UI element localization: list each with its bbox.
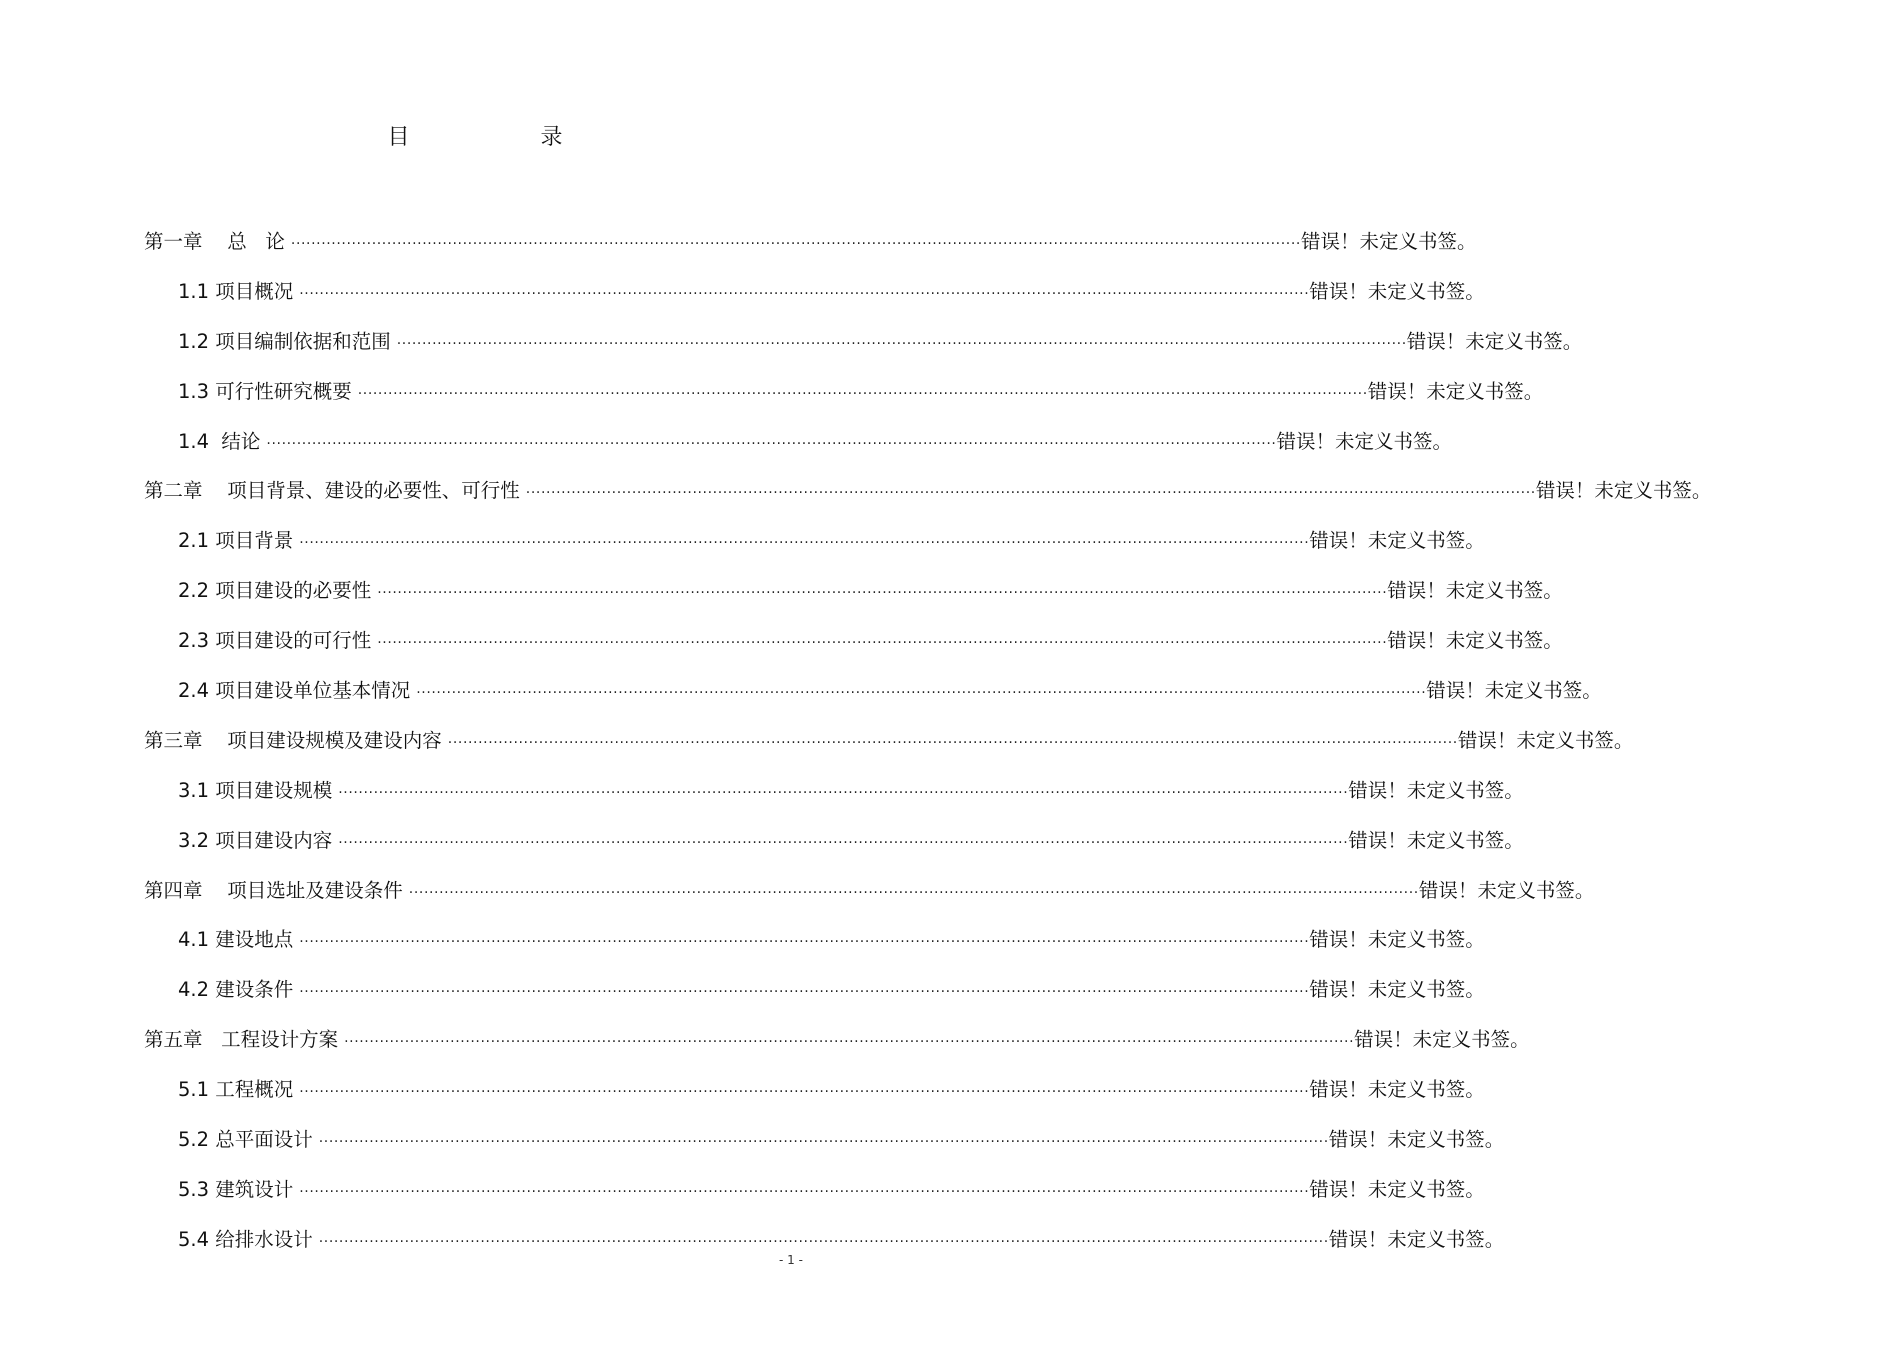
toc-entry-section-5-2[interactable] [0, 1113, 1505, 1163]
dot-leader: ........................................................................................................................................................................................................ [318, 1129, 1329, 1146]
dot-leader: ........................................................................................................................................................................................................ [318, 1229, 1329, 1246]
dot-leader: ........................................................................................................................................................................................................ [299, 281, 1310, 298]
toc-entry-page-ref: 错误！未定义书签。 [1328, 1127, 1505, 1151]
toc-entry-label: 4.1 建设地点 [178, 928, 294, 952]
toc-entry-chapter-4[interactable] [0, 864, 1595, 914]
toc-entry-page-ref: 错误！未定义书签。 [1354, 1028, 1530, 1052]
toc-entry-page-ref: 错误！未定义书签。 [1309, 1078, 1485, 1102]
toc-entry-section-1-2[interactable] [0, 315, 1583, 365]
toc-entry-page-ref: 错误！未定义书签。 [1309, 978, 1485, 1002]
toc-entry-page-ref: 错误！未定义书签。 [1426, 678, 1602, 702]
toc-entry-page-ref: 错误！未定义书签。 [1276, 429, 1452, 453]
dot-leader: ........................................................................................................................................................................................................ [447, 730, 1458, 747]
toc-entry-page-ref: 错误！未定义书签。 [1418, 878, 1595, 902]
toc-entry-page-ref: 错误！未定义书签。 [1387, 579, 1563, 603]
toc-entry-page-ref: 错误！未定义书签。 [1300, 229, 1477, 253]
dot-leader: ........................................................................................................................................................................................................ [525, 481, 1536, 498]
toc-entry-section-1-4[interactable] [0, 415, 1452, 465]
toc-entry-section-2-1[interactable] [0, 514, 1485, 564]
dot-leader: ........................................................................................................................................................................................................ [299, 1179, 1310, 1196]
toc-entry-section-1-1[interactable] [0, 265, 1485, 315]
toc-entry-chapter-3[interactable] [0, 714, 1634, 764]
toc-entry-section-2-2[interactable] [0, 564, 1563, 614]
toc-entry-label: 第三章 项目建设规模及建设内容 [144, 728, 442, 752]
dot-leader: ........................................................................................................................................................................................................ [299, 1080, 1310, 1097]
toc-entry-label: 5.1 工程概况 [178, 1078, 294, 1102]
toc-entry-page-ref: 错误！未定义书签。 [1348, 778, 1524, 802]
toc-entry-label: 2.1 项目背景 [178, 529, 294, 553]
dot-leader: ........................................................................................................................................................................................................ [299, 930, 1310, 947]
toc-entry-label: 5.4 给排水设计 [178, 1227, 313, 1251]
dot-leader: ........................................................................................................................................................................................................ [266, 431, 1277, 448]
dot-leader: ........................................................................................................................................................................................................ [344, 1030, 1355, 1047]
toc-entry-page-ref: 错误！未定义书签。 [1348, 828, 1524, 852]
dot-leader: ........................................................................................................................................................................................................ [338, 830, 1349, 847]
dot-leader: ........................................................................................................................................................................................................ [377, 631, 1388, 648]
toc-entry-section-3-1[interactable] [0, 764, 1524, 814]
toc-entry-label: 3.2 项目建设内容 [178, 828, 333, 852]
toc-entry-label: 1.2 项目编制依据和范围 [178, 329, 391, 353]
toc-entry-label: 第二章 项目背景、建设的必要性、可行性 [144, 479, 520, 503]
toc-entry-section-2-3[interactable] [0, 614, 1563, 664]
page-number: - 1 - [779, 1253, 803, 1267]
dot-leader: ........................................................................................................................................................................................................ [357, 381, 1368, 398]
toc-entry-label: 5.2 总平面设计 [178, 1127, 313, 1151]
toc-entry-page-ref: 错误！未定义书签。 [1309, 928, 1485, 952]
dot-leader: ........................................................................................................................................................................................................ [396, 331, 1407, 348]
toc-entry-label: 第四章 项目选址及建设条件 [144, 878, 403, 902]
toc-entry-page-ref: 错误！未定义书签。 [1457, 728, 1634, 752]
toc-entry-chapter-1[interactable] [0, 215, 1477, 265]
toc-entry-section-4-2[interactable] [0, 963, 1485, 1013]
toc-entry-label: 第一章 总 论 [144, 229, 285, 253]
toc-entry-page-ref: 错误！未定义书签。 [1535, 479, 1712, 503]
toc-entry-label: 2.3 项目建设的可行性 [178, 629, 372, 653]
toc-entry-label: 1.3 可行性研究概要 [178, 379, 352, 403]
toc-entry-label: 1.1 项目概况 [178, 279, 294, 303]
toc-entry-page-ref: 错误！未定义书签。 [1328, 1227, 1505, 1251]
dot-leader: ........................................................................................................................................................................................................ [290, 231, 1301, 248]
dot-leader: ........................................................................................................................................................................................................ [299, 531, 1310, 548]
toc-entry-page-ref: 错误！未定义书签。 [1406, 329, 1583, 353]
toc-entry-section-5-3[interactable] [0, 1163, 1485, 1213]
toc-entry-section-2-4[interactable] [0, 664, 1602, 714]
toc-entry-page-ref: 错误！未定义书签。 [1387, 629, 1563, 653]
toc-entry-page-ref: 错误！未定义书签。 [1309, 1177, 1485, 1201]
toc-entry-label: 第五章 工程设计方案 [144, 1028, 339, 1052]
toc-entry-section-1-3[interactable] [0, 365, 1544, 415]
toc-title: 目 录 [387, 125, 625, 150]
toc-list [0, 215, 1712, 1263]
toc-entry-page-ref: 错误！未定义书签。 [1367, 379, 1544, 403]
toc-entry-label: 4.2 建设条件 [178, 978, 294, 1002]
dot-leader: ........................................................................................................................................................................................................ [338, 780, 1349, 797]
dot-leader: ........................................................................................................................................................................................................ [408, 880, 1419, 897]
toc-entry-label: 2.2 项目建设的必要性 [178, 579, 372, 603]
toc-entry-chapter-5[interactable] [0, 1013, 1530, 1063]
toc-entry-section-5-4[interactable] [0, 1213, 1505, 1263]
toc-entry-label: 1.4 结论 [178, 429, 261, 453]
dot-leader: ........................................................................................................................................................................................................ [377, 581, 1388, 598]
toc-entry-page-ref: 错误！未定义书签。 [1309, 529, 1485, 553]
toc-entry-chapter-2[interactable] [0, 464, 1712, 514]
toc-entry-label: 2.4 项目建设单位基本情况 [178, 678, 411, 702]
dot-leader: ........................................................................................................................................................................................................ [299, 980, 1310, 997]
toc-entry-section-4-1[interactable] [0, 913, 1485, 963]
toc-entry-label: 5.3 建筑设计 [178, 1177, 294, 1201]
toc-entry-section-3-2[interactable] [0, 814, 1524, 864]
toc-entry-label: 3.1 项目建设规模 [178, 778, 333, 802]
toc-entry-page-ref: 错误！未定义书签。 [1309, 279, 1485, 303]
toc-entry-section-5-1[interactable] [0, 1063, 1485, 1113]
dot-leader: ........................................................................................................................................................................................................ [416, 680, 1427, 697]
